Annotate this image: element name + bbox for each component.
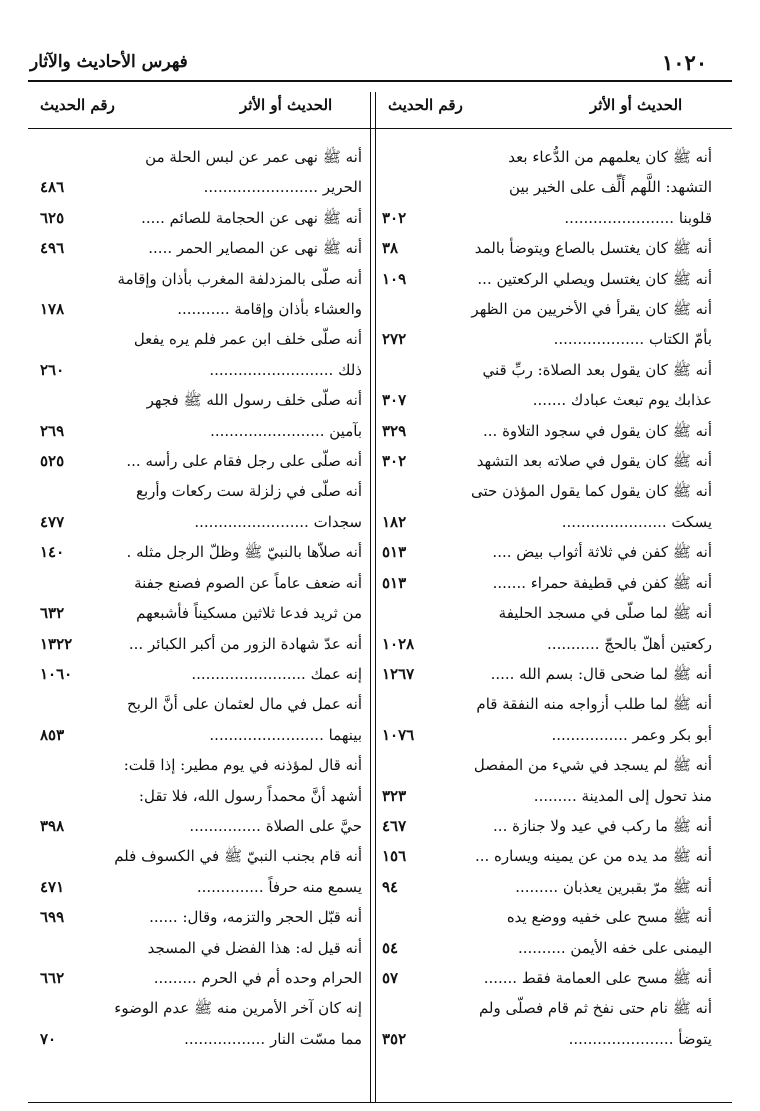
header-rule <box>28 80 732 82</box>
index-entry-line <box>382 598 712 628</box>
entry-text: إنه عمك ........................ <box>191 664 362 683</box>
hadith-number: ١٢٦٧ <box>382 664 415 683</box>
index-entry-line <box>40 568 362 598</box>
index-entry-line <box>382 993 712 1023</box>
index-entry-line <box>40 629 362 659</box>
index-entry-line <box>382 507 712 537</box>
entry-text: أنه ﷺ كان يقول في صلاته بعد التشهد <box>476 452 712 471</box>
entry-text: أنه ﷺ مسح على خفيه ووضع يده <box>506 908 712 927</box>
index-entry-line <box>382 233 712 263</box>
hadith-number: ٣٥٢ <box>382 1029 407 1048</box>
right-column <box>382 142 712 1054</box>
column-divider <box>370 92 376 1102</box>
index-entry-line <box>40 872 362 902</box>
index-entry-line <box>382 811 712 841</box>
entry-text: أنه ﷺ كان يقول كما يقول المؤذن حتى <box>471 482 712 501</box>
entry-text: أنه صلّى خلف ابن عمر فلم يره يفعل <box>133 330 362 349</box>
entry-text: بينهما ........................ <box>209 725 362 744</box>
index-entry-line <box>382 264 712 294</box>
entry-text: أنه ﷺ كان يغتسل ويصلي الركعتين ... <box>477 269 712 288</box>
hadith-number: ٤٦٧ <box>382 816 407 835</box>
column-header-rule <box>28 128 732 129</box>
entry-text: بآمين ........................ <box>210 421 362 440</box>
entry-text: أنه ﷺ لم يسجد في شيء من المفصل <box>473 756 712 775</box>
index-entry-line <box>40 750 362 780</box>
entry-text: أنه قال لمؤذنه في يوم مطير: إذا قلت: <box>123 756 362 775</box>
index-entry-line <box>40 233 362 263</box>
hadith-number: ٣٠٧ <box>382 391 407 410</box>
entry-text: أنه ﷺ كان يقول بعد الصلاة: ربِّ قني <box>482 360 712 379</box>
entry-text: أنه ﷺ نهى عن المصاير الحمر ..... <box>148 239 362 258</box>
entry-text: حيَّ على الصلاة ............... <box>189 816 362 835</box>
entry-text: من ثريد فدعا ثلاثين مسكيناً فأشبعهم <box>136 604 362 623</box>
entry-text: إنه كان آخر الأمرين منه ﷺ عدم الوضوء <box>114 999 362 1018</box>
index-entry-line <box>382 781 712 811</box>
index-entry-line <box>40 142 362 172</box>
entry-text: أنه ﷺ ما ركب في عيد ولا جنازة ... <box>493 816 712 835</box>
hadith-number: ١٣٢٢ <box>40 634 73 653</box>
entry-text: سجدات ........................ <box>194 512 362 531</box>
entry-text: أنه ﷺ لما طلب أزواجه منه النفقة قام <box>476 695 712 714</box>
entry-text: أنه ﷺ كان يعلمهم من الدُّعاء بعد <box>508 148 712 166</box>
index-entry-line <box>382 355 712 385</box>
entry-text: يسمع منه حرفاً .............. <box>196 877 362 896</box>
hadith-number: ٤٩٦ <box>40 239 65 258</box>
hadith-number: ٣٠٢ <box>382 208 407 227</box>
index-entry-line <box>40 781 362 811</box>
entry-text: أنه ﷺ لما ضحى قال: بسم الله ..... <box>490 664 712 683</box>
index-entry-line <box>40 385 362 415</box>
hadith-number: ٥١٣ <box>382 543 407 562</box>
hadith-number: ١٨٢ <box>382 512 407 531</box>
entry-text: أنه قام بجنب النبيّ ﷺ في الكسوف فلم <box>114 847 362 866</box>
entry-text: الحرير ........................ <box>203 178 362 197</box>
index-entry-line <box>382 537 712 567</box>
hadith-number: ١٧٨ <box>40 300 65 319</box>
entry-text: أشهد أنَّ محمداً رسول الله، فلا تقل: <box>138 786 362 805</box>
index-entry-line <box>382 416 712 446</box>
index-entry-line <box>40 416 362 446</box>
index-entry-line <box>40 537 362 567</box>
hadith-number: ٣٨ <box>382 239 399 258</box>
hadith-number: ٥٤ <box>382 938 399 957</box>
entry-text: أنه ﷺ لما صلّى في مسجد الحليفة <box>498 604 712 623</box>
index-entry-line <box>382 841 712 871</box>
hadith-number: ٥١٣ <box>382 573 407 592</box>
entry-text: مما مسّت النار ................. <box>184 1029 362 1048</box>
entry-text: ركعتين أهلّ بالحجّ ........... <box>547 634 712 653</box>
hadith-number: ٦٣٢ <box>40 604 65 623</box>
index-entry-line <box>40 324 362 354</box>
hadith-number: ١٠٧٦ <box>382 725 415 744</box>
hadith-number: ٥٢٥ <box>40 452 65 471</box>
index-entry-line <box>382 324 712 354</box>
index-entry-line <box>382 872 712 902</box>
entry-text: أنه ﷺ كفن في ثلاثة أثواب بيض .... <box>492 543 712 562</box>
entry-text: أنه قبّل الحجر والتزمه، وقال: ...... <box>149 908 362 927</box>
index-entry-line <box>40 507 362 537</box>
hadith-number: ٣٢٩ <box>382 421 407 440</box>
index-entry-line <box>40 659 362 689</box>
entry-text: يتوضأ ...................... <box>568 1029 712 1048</box>
hadith-number: ٤٧١ <box>40 877 65 896</box>
entry-text: أنه ﷺ نهى عن الحجامة للصائم ..... <box>141 208 362 227</box>
hadith-number: ٢٦٩ <box>40 421 65 440</box>
index-entry-line <box>382 963 712 993</box>
hadith-number: ٢٧٢ <box>382 330 407 349</box>
entry-text: أنه صلّى على رجل فقام على رأسه ... <box>126 452 362 471</box>
entry-text: أنه ﷺ كفن في قطيفة حمراء ....... <box>492 573 712 592</box>
hadith-number: ١٥٦ <box>382 847 407 866</box>
hadith-number: ٤٨٦ <box>40 178 65 197</box>
index-entry-line <box>40 446 362 476</box>
entry-text: منذ تحول إلى المدينة ......... <box>533 786 712 805</box>
index-entry-line <box>40 902 362 932</box>
entry-text: يسكت ...................... <box>561 512 712 531</box>
hadith-number: ٧٠ <box>40 1029 57 1048</box>
entry-text: أنه ﷺ كان يغتسل بالصاع ويتوضأ بالمد <box>474 239 712 258</box>
entry-text: أنه صلّى خلف رسول الله ﷺ فجهر <box>146 391 362 410</box>
entry-text: بأمّ الكتاب ................... <box>553 330 712 349</box>
entry-text: أنه ﷺ نام حتى نفخ ثم قام فصلّى ولم <box>478 999 712 1018</box>
index-entry-line <box>382 750 712 780</box>
entry-text: أنه صلّى بالمزدلفة المغرب بأذان وإقامة <box>117 269 362 288</box>
page-number: ١٠٢٠ <box>662 50 708 75</box>
hadith-number: ٦٢٥ <box>40 208 65 227</box>
index-entry-line <box>382 689 712 719</box>
entry-text: أبو بكر وعمر ................ <box>551 725 712 744</box>
hadith-number: ١٠٢٨ <box>382 634 415 653</box>
entry-text: أنه ﷺ كان يقول في سجود التلاوة ... <box>483 421 712 440</box>
index-entry-line <box>382 933 712 963</box>
entry-text: الحرام وحده أم في الحرم ......... <box>153 968 362 987</box>
index-entry-line <box>40 689 362 719</box>
entry-text: أنه عمل في مال لعثمان على أنَّ الربح <box>127 695 362 714</box>
index-entry-line <box>382 294 712 324</box>
hadith-number: ٢٦٠ <box>40 360 65 379</box>
left-head-hadith: الحديث أو الأثر <box>240 96 333 114</box>
hadith-number: ٣٢٣ <box>382 786 407 805</box>
index-entry-line <box>40 720 362 750</box>
index-entry-line <box>40 355 362 385</box>
index-entry-line <box>40 598 362 628</box>
index-entry-line <box>382 172 712 202</box>
left-head-number: رقم الحديث <box>40 96 115 114</box>
left-column <box>40 142 362 1054</box>
hadith-number: ١٠٦٠ <box>40 664 73 683</box>
running-title: فهرس الأحاديث والآثار <box>30 52 188 72</box>
index-entry-line <box>382 476 712 506</box>
index-entry-line <box>40 811 362 841</box>
index-entry-line <box>40 476 362 506</box>
index-entry-line <box>40 172 362 202</box>
index-entry-line <box>382 1024 712 1054</box>
entry-text: التشهد: اللَّهم أَلِّف على الخير بين <box>509 178 712 197</box>
index-entry-line <box>382 720 712 750</box>
footer-rule <box>28 1102 732 1103</box>
index-entry-line <box>40 963 362 993</box>
index-entry-line <box>382 629 712 659</box>
index-entry-line <box>382 659 712 689</box>
entry-text: أنه صلاّها بالنبيّ ﷺ وظلّ الرجل مثله . <box>126 543 362 562</box>
hadith-number: ١٤٠ <box>40 543 65 562</box>
hadith-number: ٨٥٣ <box>40 725 65 744</box>
entry-text: أنه عدّ شهادة الزور من أكبر الكبائر ... <box>128 634 362 653</box>
hadith-number: ٣٠٢ <box>382 452 407 471</box>
entry-text: أنه ﷺ مد يده من عن يمينه ويساره ... <box>474 847 712 866</box>
entry-text: والعشاء بأذان وإقامة ........... <box>177 300 362 319</box>
entry-text: أنه صلّى في زلزلة ست ركعات وأربع <box>136 482 362 501</box>
hadith-number: ١٠٩ <box>382 269 407 288</box>
index-entry-line <box>382 203 712 233</box>
entry-text: عذابك يوم تبعث عبادك ....... <box>532 391 712 410</box>
hadith-number: ٦٩٩ <box>40 908 65 927</box>
index-entry-line <box>40 203 362 233</box>
entry-text: أنه ﷺ كان يقرأ في الأخريين من الظهر <box>471 300 712 319</box>
index-entry-line <box>382 446 712 476</box>
index-entry-line <box>382 385 712 415</box>
entry-text: أنه قيل له: هذا الفضل في المسجد <box>147 938 362 957</box>
right-head-number: رقم الحديث <box>388 96 463 114</box>
index-entry-line <box>40 1024 362 1054</box>
entry-text: أنه ﷺ مسح على العمامة فقط ....... <box>483 968 712 987</box>
hadith-number: ٥٧ <box>382 968 399 987</box>
hadith-number: ٤٧٧ <box>40 512 65 531</box>
right-head-hadith: الحديث أو الأثر <box>590 96 683 114</box>
hadith-number: ٦٦٢ <box>40 968 65 987</box>
index-entry-line <box>382 568 712 598</box>
entry-text: أنه ضعف عاماً عن الصوم فصنع جفنة <box>134 573 362 592</box>
hadith-number: ٩٤ <box>382 877 399 896</box>
index-entry-line <box>40 294 362 324</box>
entry-text: قلوبنا ....................... <box>564 208 712 227</box>
index-entry-line <box>382 902 712 932</box>
index-entry-line <box>40 933 362 963</box>
index-entry-line <box>40 993 362 1023</box>
entry-text: أنه ﷺ نهى عمر عن لبس الحلة من <box>145 148 362 166</box>
entry-text: أنه ﷺ مرّ بقبرين يعذبان ......... <box>515 877 712 896</box>
entry-text: ذلك .......................... <box>209 360 362 379</box>
index-entry-line <box>40 841 362 871</box>
hadith-number: ٣٩٨ <box>40 816 65 835</box>
index-entry-line <box>382 142 712 172</box>
index-entry-line <box>40 264 362 294</box>
entry-text: اليمنى على خفه الأيمن .......... <box>517 938 712 957</box>
